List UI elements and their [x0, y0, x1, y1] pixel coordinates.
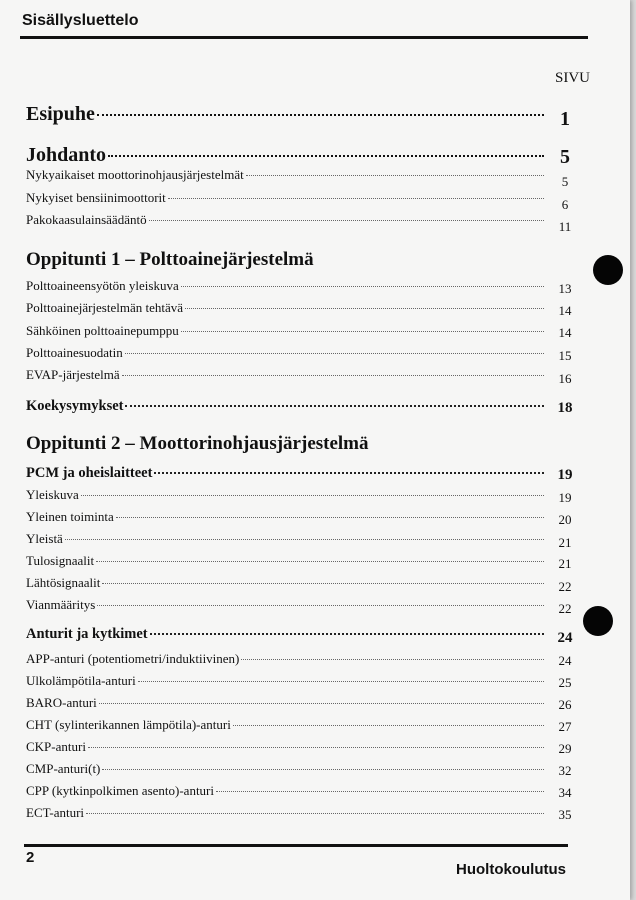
toc-entry: [26, 509, 546, 525]
dot-leader: [96, 561, 544, 562]
toc-entry-label: BARO-anturi: [26, 695, 97, 710]
toc-entry: [26, 805, 546, 821]
toc-entry-page: 22: [558, 601, 572, 616]
dot-leader: [122, 375, 544, 376]
toc-entry-page: 25: [558, 675, 572, 690]
toc-entry-label: Tulosignaalit: [26, 553, 95, 568]
toc-entry-page: 14: [558, 303, 572, 318]
dot-leader: [149, 220, 544, 221]
lesson-heading: Oppitunti 2 – Moottorinohjausjärjestelmä: [26, 433, 369, 454]
toc-entry-page: 14: [558, 325, 572, 340]
toc-entry-page: 11: [558, 219, 572, 234]
toc-entry-page: 5: [561, 174, 569, 189]
toc-entry-label: EVAP-järjestelmä: [26, 367, 120, 382]
dot-leader: [116, 517, 544, 518]
toc-entry-label: Polttoainejärjestelmän tehtävä: [26, 300, 184, 315]
toc-entry: [26, 167, 546, 183]
dot-leader: [97, 605, 544, 606]
toc-entry-page: 35: [558, 807, 572, 822]
toc-entry: [26, 278, 546, 294]
toc-entry-page: 18: [557, 400, 573, 416]
toc-entry: [26, 144, 546, 167]
toc-entry-page: 16: [558, 371, 572, 386]
toc-entry-label: Koekysymykset: [26, 398, 124, 414]
dot-leader: [108, 155, 544, 157]
toc-entry: [26, 300, 546, 316]
dot-leader: [125, 405, 544, 407]
header-title: Sisällysluettelo: [22, 12, 139, 29]
toc-entry-label: Pakokaasulainsäädäntö: [26, 212, 147, 227]
dot-leader: [102, 769, 544, 770]
toc-entry-page: 26: [558, 697, 572, 712]
toc-entry: [26, 626, 546, 643]
dot-leader: [168, 198, 544, 199]
toc-entry-page: 21: [558, 535, 572, 550]
toc-entry-label: Yleinen toiminta: [26, 509, 114, 524]
toc-entry-page: 21: [558, 556, 572, 571]
dot-leader: [150, 633, 544, 635]
toc-entry-page: 1: [560, 108, 570, 130]
dot-leader: [88, 747, 544, 748]
toc-entry-label: CHT (sylinterikannen lämpötila)-anturi: [26, 717, 231, 732]
toc-entry: [26, 465, 546, 482]
dot-leader: [81, 495, 544, 496]
toc-entry-label: CPP (kytkinpolkimen asento)-anturi: [26, 783, 214, 798]
dot-leader: [246, 175, 544, 176]
toc-entry-label: Sähköinen polttoainepumppu: [26, 323, 179, 338]
toc-entry: [26, 345, 546, 361]
toc-entry: [26, 553, 546, 569]
toc-entry: [26, 673, 546, 689]
lesson-heading: Oppitunti 1 – Polttoainejärjestelmä: [26, 249, 314, 270]
footer-brand: Huoltokoulutus: [456, 861, 566, 878]
toc-entry-page: 22: [558, 579, 572, 594]
toc-entry-label: Esipuhe: [26, 103, 95, 125]
dot-leader: [86, 813, 544, 814]
toc-entry: [26, 212, 546, 228]
toc-entry-label: APP-anturi (potentiometri/induktiivinen): [26, 651, 240, 666]
toc-entry: [26, 717, 546, 733]
toc-entry-page: 6: [561, 197, 569, 212]
toc-entry: [26, 367, 546, 383]
dot-leader: [233, 725, 544, 726]
toc-entry-page: 19: [558, 490, 572, 505]
toc-entry-label: Polttoaineensyötön yleiskuva: [26, 278, 179, 293]
toc-entry-label: Yleiskuva: [26, 487, 79, 502]
dot-leader: [102, 583, 544, 584]
dot-leader: [138, 681, 544, 682]
toc-entry-label: PCM ja oheislaitteet: [26, 465, 153, 481]
dot-leader: [185, 308, 544, 309]
footer-rule: [24, 844, 568, 847]
dot-leader: [181, 331, 544, 332]
toc-entry-label: Vianmääritys: [26, 597, 96, 612]
dot-leader: [125, 353, 544, 354]
toc-entry-page: 29: [558, 741, 572, 756]
toc-entry-label: ECT-anturi: [26, 805, 85, 820]
toc-entry-page: 24: [557, 630, 573, 646]
toc-entry-page: 15: [558, 348, 572, 363]
toc-entry-label: Nykyaikaiset moottorinohjausjärjestelmät: [26, 167, 244, 182]
toc-entry: [26, 103, 546, 126]
toc-entry-label: Anturit ja kytkimet: [26, 626, 148, 642]
dot-leader: [154, 472, 544, 474]
toc-entry: [26, 783, 546, 799]
toc-entry-page: 13: [558, 281, 572, 296]
toc-entry-label: Yleistä: [26, 531, 63, 546]
dot-leader: [241, 659, 544, 660]
toc-entry-page: 5: [560, 146, 570, 168]
toc-entry: [26, 761, 546, 777]
toc-entry: [26, 323, 546, 339]
toc-entry: [26, 398, 546, 415]
toc-entry-label: Polttoainesuodatin: [26, 345, 123, 360]
toc-entry: [26, 531, 546, 547]
toc-entry-page: 34: [558, 785, 572, 800]
toc-entry: [26, 651, 546, 667]
dot-leader: [181, 286, 544, 287]
dot-leader: [216, 791, 544, 792]
footer-page-number: 2: [26, 849, 35, 866]
toc-entry-label: CKP-anturi: [26, 739, 86, 754]
toc-entry: [26, 487, 546, 503]
page-column-label: SIVU: [554, 70, 590, 86]
toc-entry-label: Johdanto: [26, 144, 107, 166]
toc-entry: [26, 190, 546, 206]
toc-entry: [26, 739, 546, 755]
toc-entry-page: 19: [557, 467, 573, 483]
toc-entry-page: 32: [558, 763, 572, 778]
dot-leader: [97, 114, 544, 116]
dot-leader: [99, 703, 544, 704]
toc-entry-page: 27: [558, 719, 572, 734]
toc-entry-label: Ulkolämpötila-anturi: [26, 673, 136, 688]
toc-entry-label: Nykyiset bensiinimoottorit: [26, 190, 166, 205]
toc-entry-page: 24: [558, 653, 572, 668]
toc-entry: [26, 695, 546, 711]
toc-entry: [26, 575, 546, 591]
toc-entry: [26, 597, 546, 613]
toc-entry-page: 20: [558, 512, 572, 527]
toc-entry-label: Lähtösignaalit: [26, 575, 101, 590]
toc-entry-label: CMP-anturi(t): [26, 761, 101, 776]
dot-leader: [65, 539, 544, 540]
